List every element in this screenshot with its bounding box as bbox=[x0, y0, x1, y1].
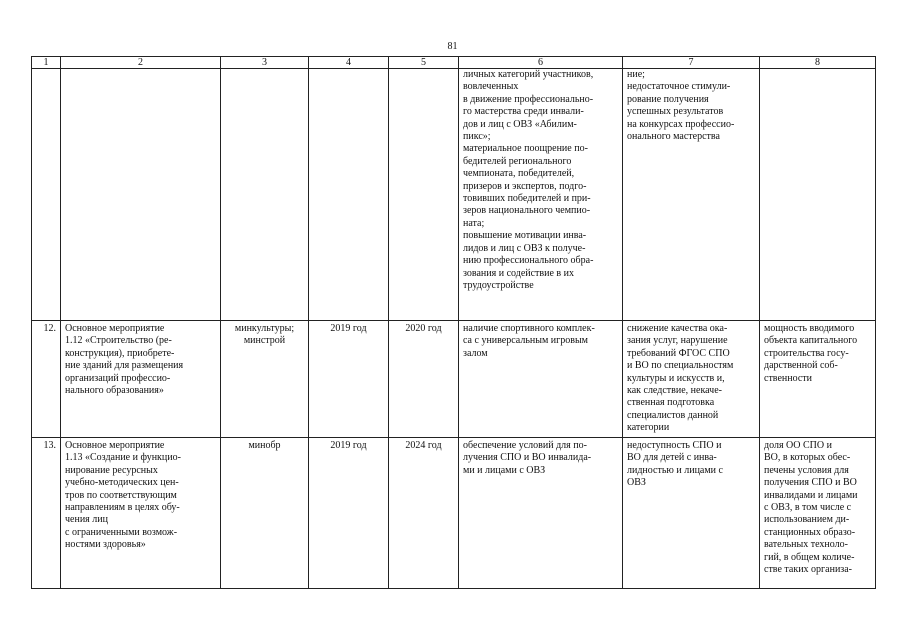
start-year-cell: 2019 год bbox=[309, 321, 389, 438]
cell-text-line: ностями здоровья» bbox=[65, 539, 146, 551]
cell-text-line: лучения СПО и ВО инвалида- bbox=[463, 452, 592, 464]
cell-text-line: дарственной соб- bbox=[764, 360, 838, 372]
cell-text-line: требований ФГОС СПО bbox=[627, 347, 730, 359]
end-year-cell: 2024 год bbox=[389, 438, 459, 589]
cell-text-line: трудоустройстве bbox=[463, 279, 534, 291]
expected-result-cell bbox=[459, 321, 623, 438]
expected-result-cell bbox=[459, 69, 623, 321]
measure-name-cell bbox=[61, 438, 221, 589]
cell-text-line: тров по соответствующим bbox=[65, 489, 177, 501]
cell-text-line: чения лиц bbox=[65, 514, 108, 526]
cell-text-line: лидностью и лицами с bbox=[627, 464, 723, 476]
cell-text-line: зования и содействие в их bbox=[463, 267, 574, 279]
cell-text-line: материальное поощрение по- bbox=[463, 143, 588, 155]
cell-text-line: недостаточное стимули- bbox=[627, 81, 731, 93]
cell-text-line: получения СПО и ВО bbox=[764, 477, 857, 489]
cell-text-line: Основное мероприятие bbox=[65, 440, 165, 451]
cell-text-line: инвалидами и лицами bbox=[764, 489, 858, 501]
executor-cell bbox=[221, 438, 309, 589]
executor-cell bbox=[221, 321, 309, 438]
cell-text-line: с ОВЗ, в том числе с bbox=[764, 502, 852, 514]
cell-text-line: станционных образо- bbox=[764, 526, 856, 538]
expected-result-cell bbox=[459, 438, 623, 589]
cell-text-line: ВО, в которых обес- bbox=[764, 452, 851, 464]
cell-text-line: ВО для детей с инва- bbox=[627, 452, 717, 464]
cell-text-line: категории bbox=[627, 422, 670, 434]
cell-text-line: повышение мотивации инва- bbox=[463, 230, 587, 242]
cell-text-line: снижение качества ока- bbox=[627, 323, 728, 334]
consequences-cell bbox=[623, 438, 760, 589]
indicator-cell bbox=[760, 69, 876, 321]
cell-text-line: чемпионата, победителей, bbox=[463, 168, 575, 180]
cell-text-line: ната; bbox=[463, 217, 485, 229]
cell-text-line: в движение профессионально- bbox=[463, 93, 594, 105]
indicator-cell bbox=[760, 321, 876, 438]
cell-text-line: зания услуг, нарушение bbox=[627, 335, 728, 347]
column-header: 5 bbox=[389, 57, 459, 69]
column-header: 3 bbox=[221, 57, 309, 69]
measure-name-cell bbox=[61, 321, 221, 438]
cell-text-line: 1.12 «Строительство (ре- bbox=[65, 335, 172, 347]
cell-text-line: печены условия для bbox=[764, 464, 849, 476]
header-row bbox=[32, 57, 876, 69]
cell-text-line: ние зданий для размещения bbox=[65, 360, 184, 372]
cell-text-line: онального мастерства bbox=[627, 131, 720, 143]
cell-text-line: как следствие, некаче- bbox=[627, 385, 722, 397]
cell-text-line: минстрой bbox=[243, 335, 286, 347]
cell-text-line: конструкция), приобрете- bbox=[65, 347, 175, 359]
cell-text-line: вательных техноло- bbox=[764, 539, 848, 551]
cell-text-line: доля ОО СПО и bbox=[764, 440, 832, 451]
cell-text-line: лидов и лиц с ОВЗ к получе- bbox=[463, 242, 586, 254]
cell-text-line: стве таких организа- bbox=[764, 564, 853, 576]
end-year-cell: 2020 год bbox=[389, 321, 459, 438]
cell-text-line: обеспечение условий для по- bbox=[463, 440, 587, 451]
end-year-cell bbox=[389, 69, 459, 321]
cell-text-line: ственности bbox=[764, 372, 813, 384]
row-number: 13. bbox=[32, 438, 61, 589]
row-number: 12. bbox=[32, 321, 61, 438]
cell-text-line: вовлеченных bbox=[463, 81, 519, 93]
cell-text-line: мощность вводимого bbox=[764, 323, 855, 334]
cell-text-line: зеров национального чемпио- bbox=[463, 205, 591, 217]
start-year-cell: 2019 год bbox=[309, 438, 389, 589]
cell-text-line: организаций профессио- bbox=[65, 372, 171, 384]
cell-text-line: на конкурсах профессио- bbox=[627, 118, 735, 130]
cell-text-line: нию профессионального обра- bbox=[463, 255, 594, 267]
consequences-cell bbox=[623, 321, 760, 438]
cell-text-line: недоступность СПО и bbox=[627, 440, 722, 451]
cell-text-line: Основное мероприятие bbox=[65, 323, 165, 334]
cell-text-line: успешных результатов bbox=[627, 106, 724, 118]
start-year-cell bbox=[309, 69, 389, 321]
cell-text-line: товивших победителей и при- bbox=[463, 193, 591, 205]
cell-text-line: ственная подготовка bbox=[627, 397, 715, 409]
cell-text-line: ние; bbox=[627, 69, 645, 80]
cell-text-line: нального образования» bbox=[65, 385, 164, 397]
cell-text-line: культуры и искусств и, bbox=[627, 372, 725, 384]
table-row bbox=[32, 321, 876, 438]
cell-text-line: ми и лицами с ОВЗ bbox=[463, 464, 546, 476]
cell-text-line: призеров и экспертов, подго- bbox=[463, 180, 587, 192]
cell-text-line: личных категорий участников, bbox=[463, 69, 594, 80]
cell-text-line: залом bbox=[463, 347, 488, 359]
cell-text-line: ОВЗ bbox=[627, 477, 646, 489]
row-number bbox=[32, 69, 61, 321]
indicator-cell bbox=[760, 438, 876, 589]
consequences-cell bbox=[623, 69, 760, 321]
cell-text-line: с ограниченными возмож- bbox=[65, 526, 178, 538]
table-row bbox=[32, 438, 876, 589]
executor-cell bbox=[221, 69, 309, 321]
cell-text-line: го мастерства среди инвали- bbox=[463, 106, 584, 118]
cell-text-line: нирование ресурсных bbox=[65, 464, 158, 476]
column-header: 1 bbox=[32, 57, 61, 69]
cell-text-line: пикс»; bbox=[463, 131, 491, 143]
cell-text-line: 1.13 «Создание и функцио- bbox=[65, 452, 181, 464]
page-number: 81 bbox=[447, 41, 458, 52]
cell-text-line: и ВО по специальностям bbox=[627, 360, 734, 372]
cell-text-line: учебно-методических цен- bbox=[65, 477, 179, 489]
cell-text-line: рование получения bbox=[627, 93, 709, 105]
cell-text-line: дов и лиц с ОВЗ «Абилим- bbox=[463, 118, 577, 130]
cell-text-line: направлениям в целях обу- bbox=[65, 502, 180, 514]
column-header: 7 bbox=[623, 57, 760, 69]
column-header: 6 bbox=[459, 57, 623, 69]
cell-text-line: гий, в общем количе- bbox=[764, 551, 855, 563]
measure-name-cell bbox=[61, 69, 221, 321]
column-header: 4 bbox=[309, 57, 389, 69]
column-header: 8 bbox=[760, 57, 876, 69]
cell-text-line: объекта капитального bbox=[764, 335, 858, 347]
cell-text-line: са с универсальным игровым bbox=[463, 335, 588, 347]
cell-text-line: бедителей регионального bbox=[463, 155, 572, 167]
column-header: 2 bbox=[61, 57, 221, 69]
cell-text-line: наличие спортивного комплек- bbox=[463, 323, 595, 334]
measures-table bbox=[31, 56, 876, 589]
cell-text-line: строительства госу- bbox=[764, 347, 849, 359]
cell-text-line: минобр bbox=[248, 440, 281, 451]
table-row bbox=[32, 69, 876, 321]
cell-text-line: специалистов данной bbox=[627, 409, 719, 421]
cell-text-line: использованием ди- bbox=[764, 514, 850, 526]
cell-text-line: минкультуры; bbox=[234, 323, 295, 334]
